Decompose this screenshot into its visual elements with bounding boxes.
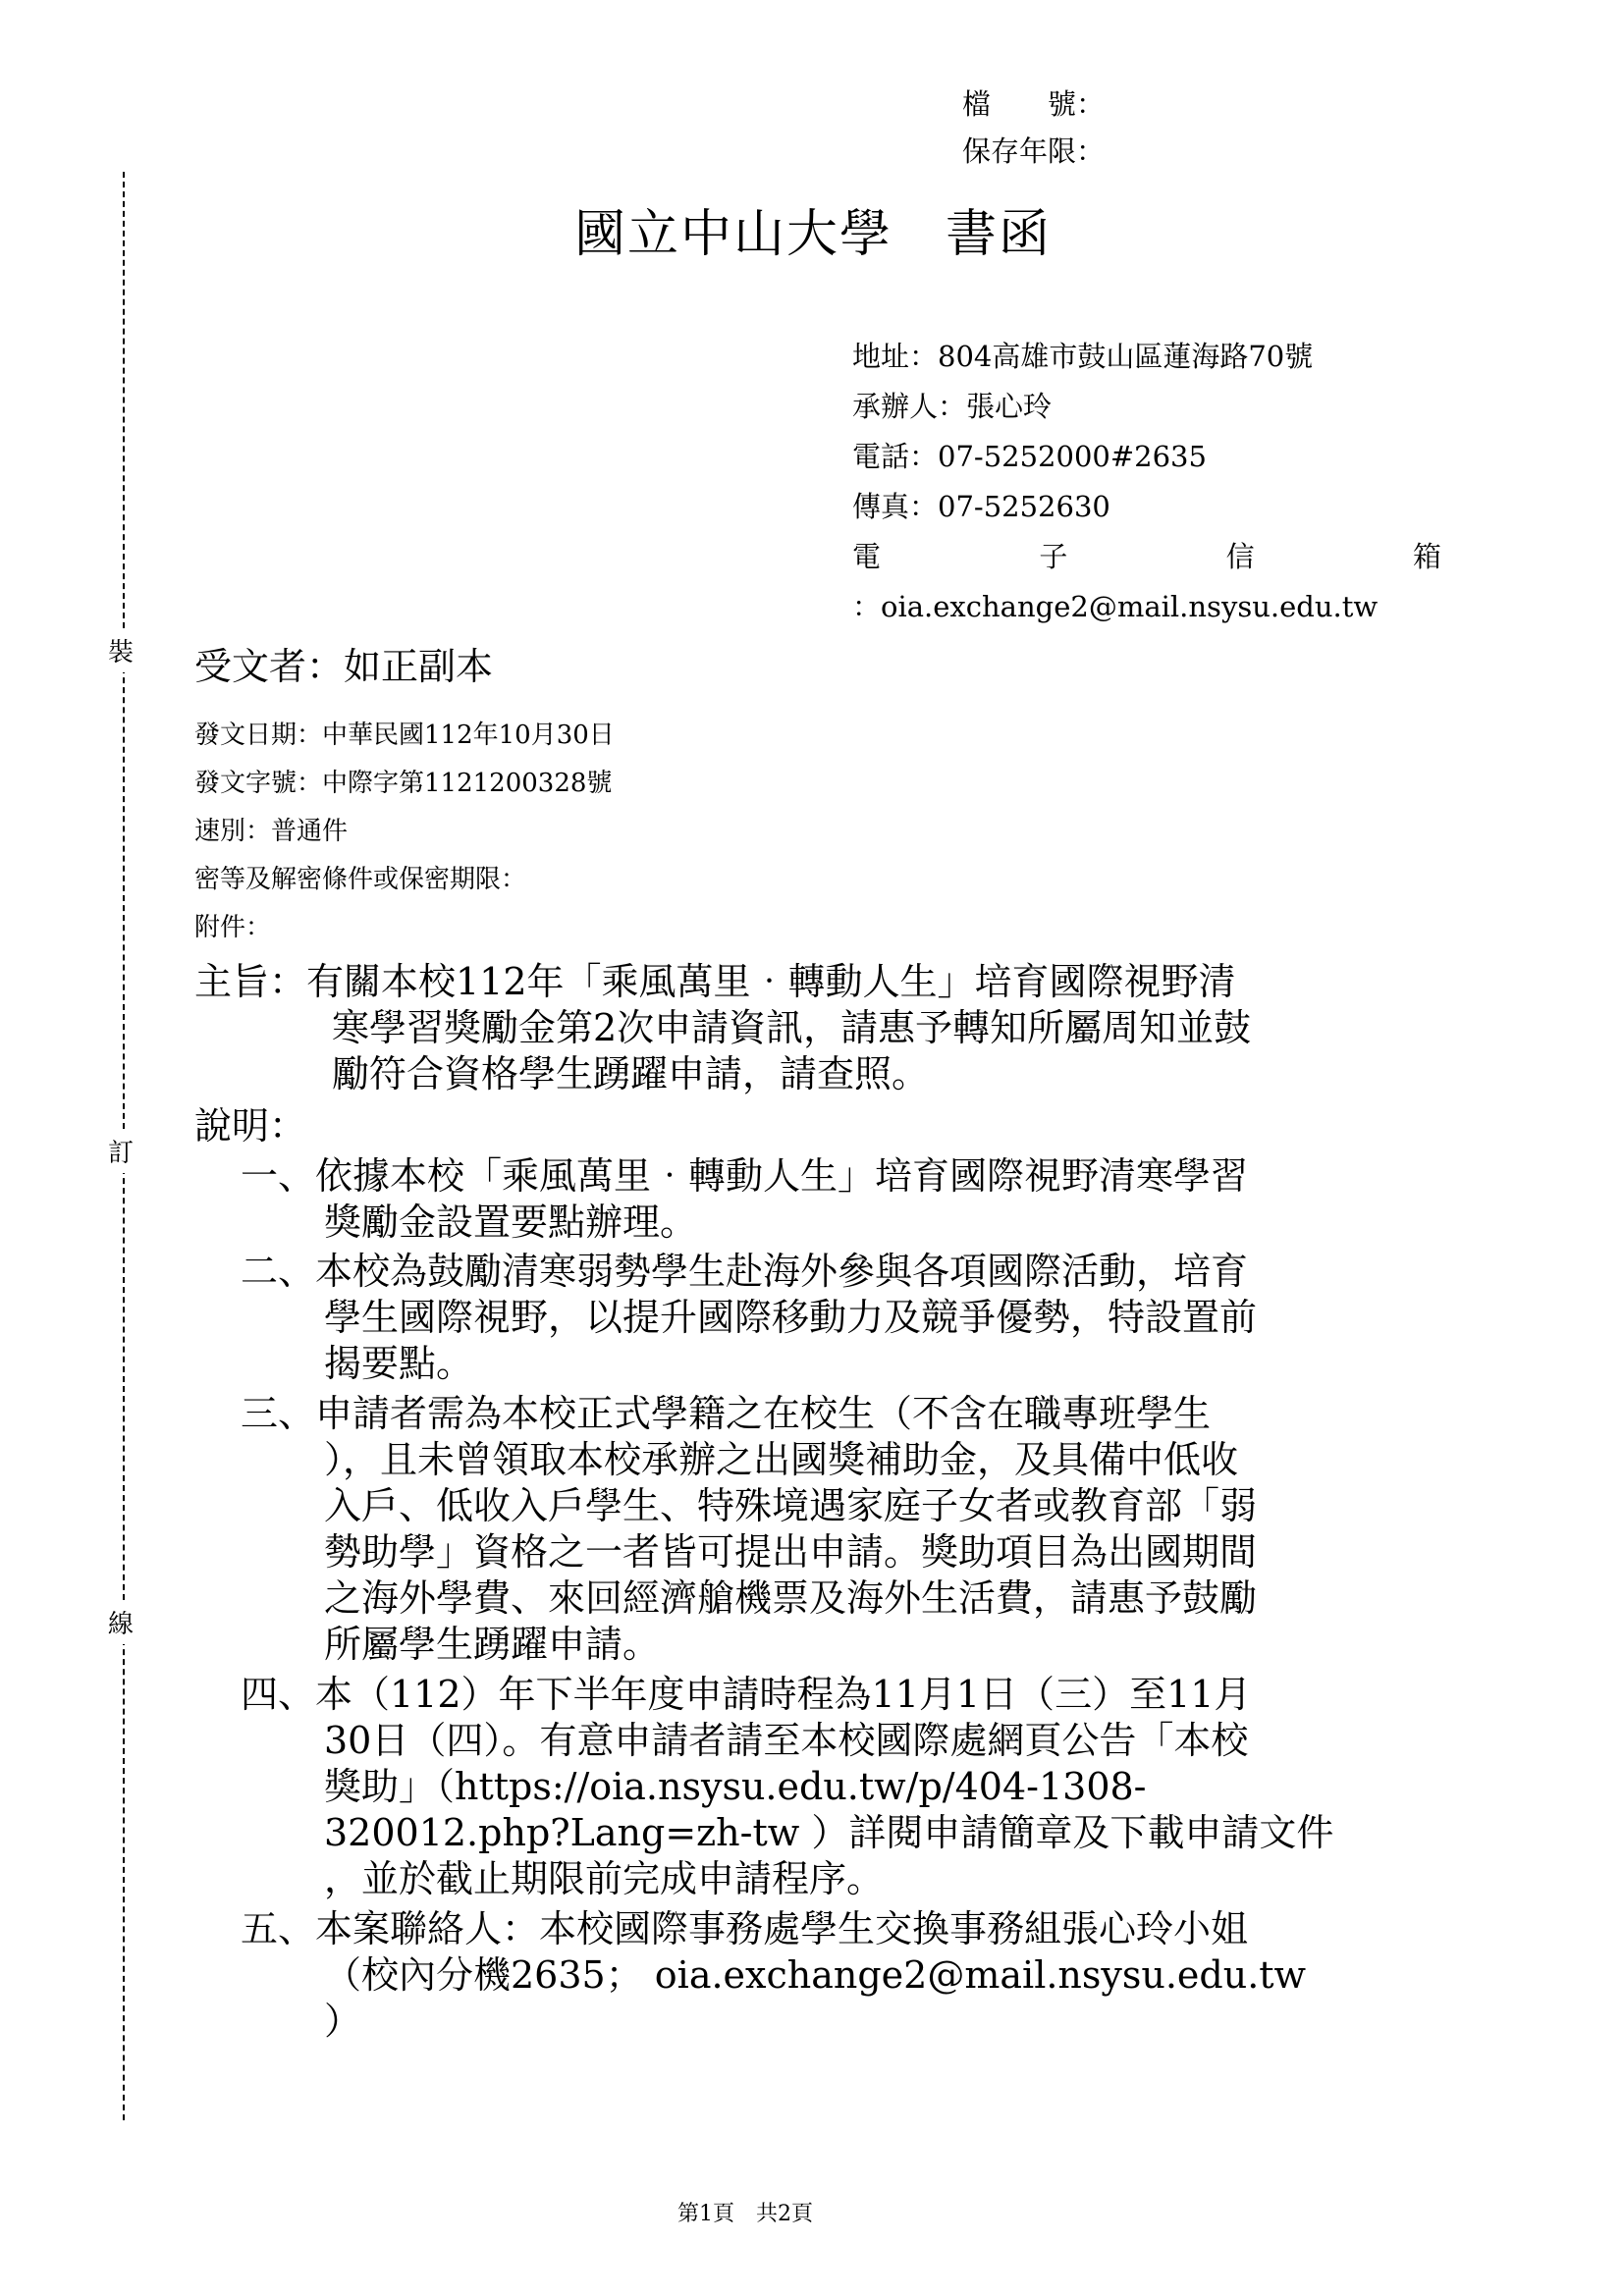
binding-mark-zhuang: 裝 (108, 628, 134, 672)
binding-mark-xian: 線 (108, 1600, 134, 1644)
attachments: 附件： (194, 913, 272, 942)
binding-line (123, 667, 125, 1129)
binding-line (123, 1168, 125, 1600)
sender-handler: 承辦人：張心玲 (852, 390, 1053, 423)
recipient: 受文者：如正副本 (194, 645, 494, 688)
email-label (852, 532, 1441, 582)
email-label-char: 電 (852, 540, 882, 573)
explanation-item-5: （校內分機2635； oia.exchange2@mail.nsysu.edu.tw (324, 1953, 1307, 1997)
explanation-item-5: ） (324, 2000, 362, 2043)
subject-line: 主旨：有關本校112年「乘風萬里‧轉動人生」培育國際視野清 (194, 960, 1236, 1003)
issue-date: 發文日期：中華民國112年10月30日 (194, 721, 615, 750)
explanation-item-3: ），且未曾領取本校承辦之出國獎補助金，及具備中低收 (324, 1438, 1239, 1481)
binding-mark-ding: 訂 (108, 1129, 134, 1173)
document-meta (194, 712, 615, 952)
explanation-item-2: 揭要點。 (324, 1342, 474, 1385)
explanation-item-4: 四、本（112）年下半年度申請時程為11月1日（三）至11月 (241, 1673, 1252, 1716)
delivery-speed: 速別：普通件 (194, 817, 349, 846)
explanation-heading: 說明： (194, 1104, 307, 1148)
sender-info (852, 332, 1441, 632)
sender-address: 地址：804高雄市鼓山區蓮海路70號 (852, 340, 1314, 373)
explanation-item-2: 二、本校為鼓勵清寒弱勢學生赴海外參與各項國際活動，培育 (241, 1250, 1249, 1293)
explanation-item-1: 獎勵金設置要點辦理。 (324, 1201, 698, 1244)
document-title: 國立中山大學 書函 (574, 205, 1053, 264)
secrecy-level: 密等及解密條件或保密期限： (194, 865, 527, 894)
document-number: 發文字號：中際字第1121200328號 (194, 769, 613, 798)
explanation-item-3: 之海外學費、來回經濟艙機票及海外生活費，請惠予鼓勵 (324, 1576, 1258, 1620)
explanation-item-4: ，並於截止期限前完成申請程序。 (324, 1857, 885, 1900)
explanation-item-3: 勢助學」資格之一者皆可提出申請。獎助項目為出國期間 (324, 1530, 1258, 1574)
explanation-item-3: 入戶、低收入戶學生、特殊境遇家庭子女者或教育部「弱 (324, 1484, 1258, 1527)
sender-email: ：oia.exchange2@mail.nsysu.edu.tw (852, 590, 1379, 623)
explanation-item-3: 所屬學生踴躍申請。 (324, 1623, 661, 1666)
email-label-char: 子 (1039, 540, 1068, 573)
explanation-item-4: 320012.php?Lang=zh-tw ）詳閱申請簡章及下載申請文件 (324, 1811, 1334, 1854)
explanation-item-1: 一、依據本校「乘風萬里‧轉動人生」培育國際視野清寒學習 (241, 1154, 1249, 1198)
sender-phone: 電話：07-5252000#2635 (852, 440, 1207, 473)
binding-line (123, 1639, 125, 2120)
sender-fax: 傳真：07-5252630 (852, 490, 1110, 523)
explanation-item-4: 獎助」（https://oia.nsysu.edu.tw/p/404-1308- (324, 1765, 1147, 1808)
explanation-item-3: 三、申請者需為本校正式學籍之在校生（不含在職專班學生 (241, 1392, 1212, 1435)
retention-period-label: 保存年限： (962, 134, 1106, 168)
email-label-char: 箱 (1412, 540, 1441, 573)
subject-line: 勵符合資格學生踴躍申請，請查照。 (332, 1052, 930, 1095)
subject-line: 寒學習獎勵金第2次申請資訊，請惠予轉知所屬周知並鼓 (332, 1006, 1252, 1049)
explanation-item-5: 五、本案聯絡人：本校國際事務處學生交換事務組張心玲小姐 (241, 1907, 1249, 1950)
explanation-item-2: 學生國際視野，以提升國際移動力及競爭優勢，特設置前 (324, 1296, 1258, 1339)
page-number: 第1頁 共2頁 (677, 2202, 813, 2226)
email-label-char: 信 (1225, 540, 1255, 573)
explanation-item-4: 30日（四）。有意申請者請至本校國際處網頁公告「本校 (324, 1719, 1249, 1762)
file-number-label: 檔 號： (962, 87, 1106, 121)
binding-line (123, 172, 125, 628)
archive-info (962, 80, 1105, 175)
